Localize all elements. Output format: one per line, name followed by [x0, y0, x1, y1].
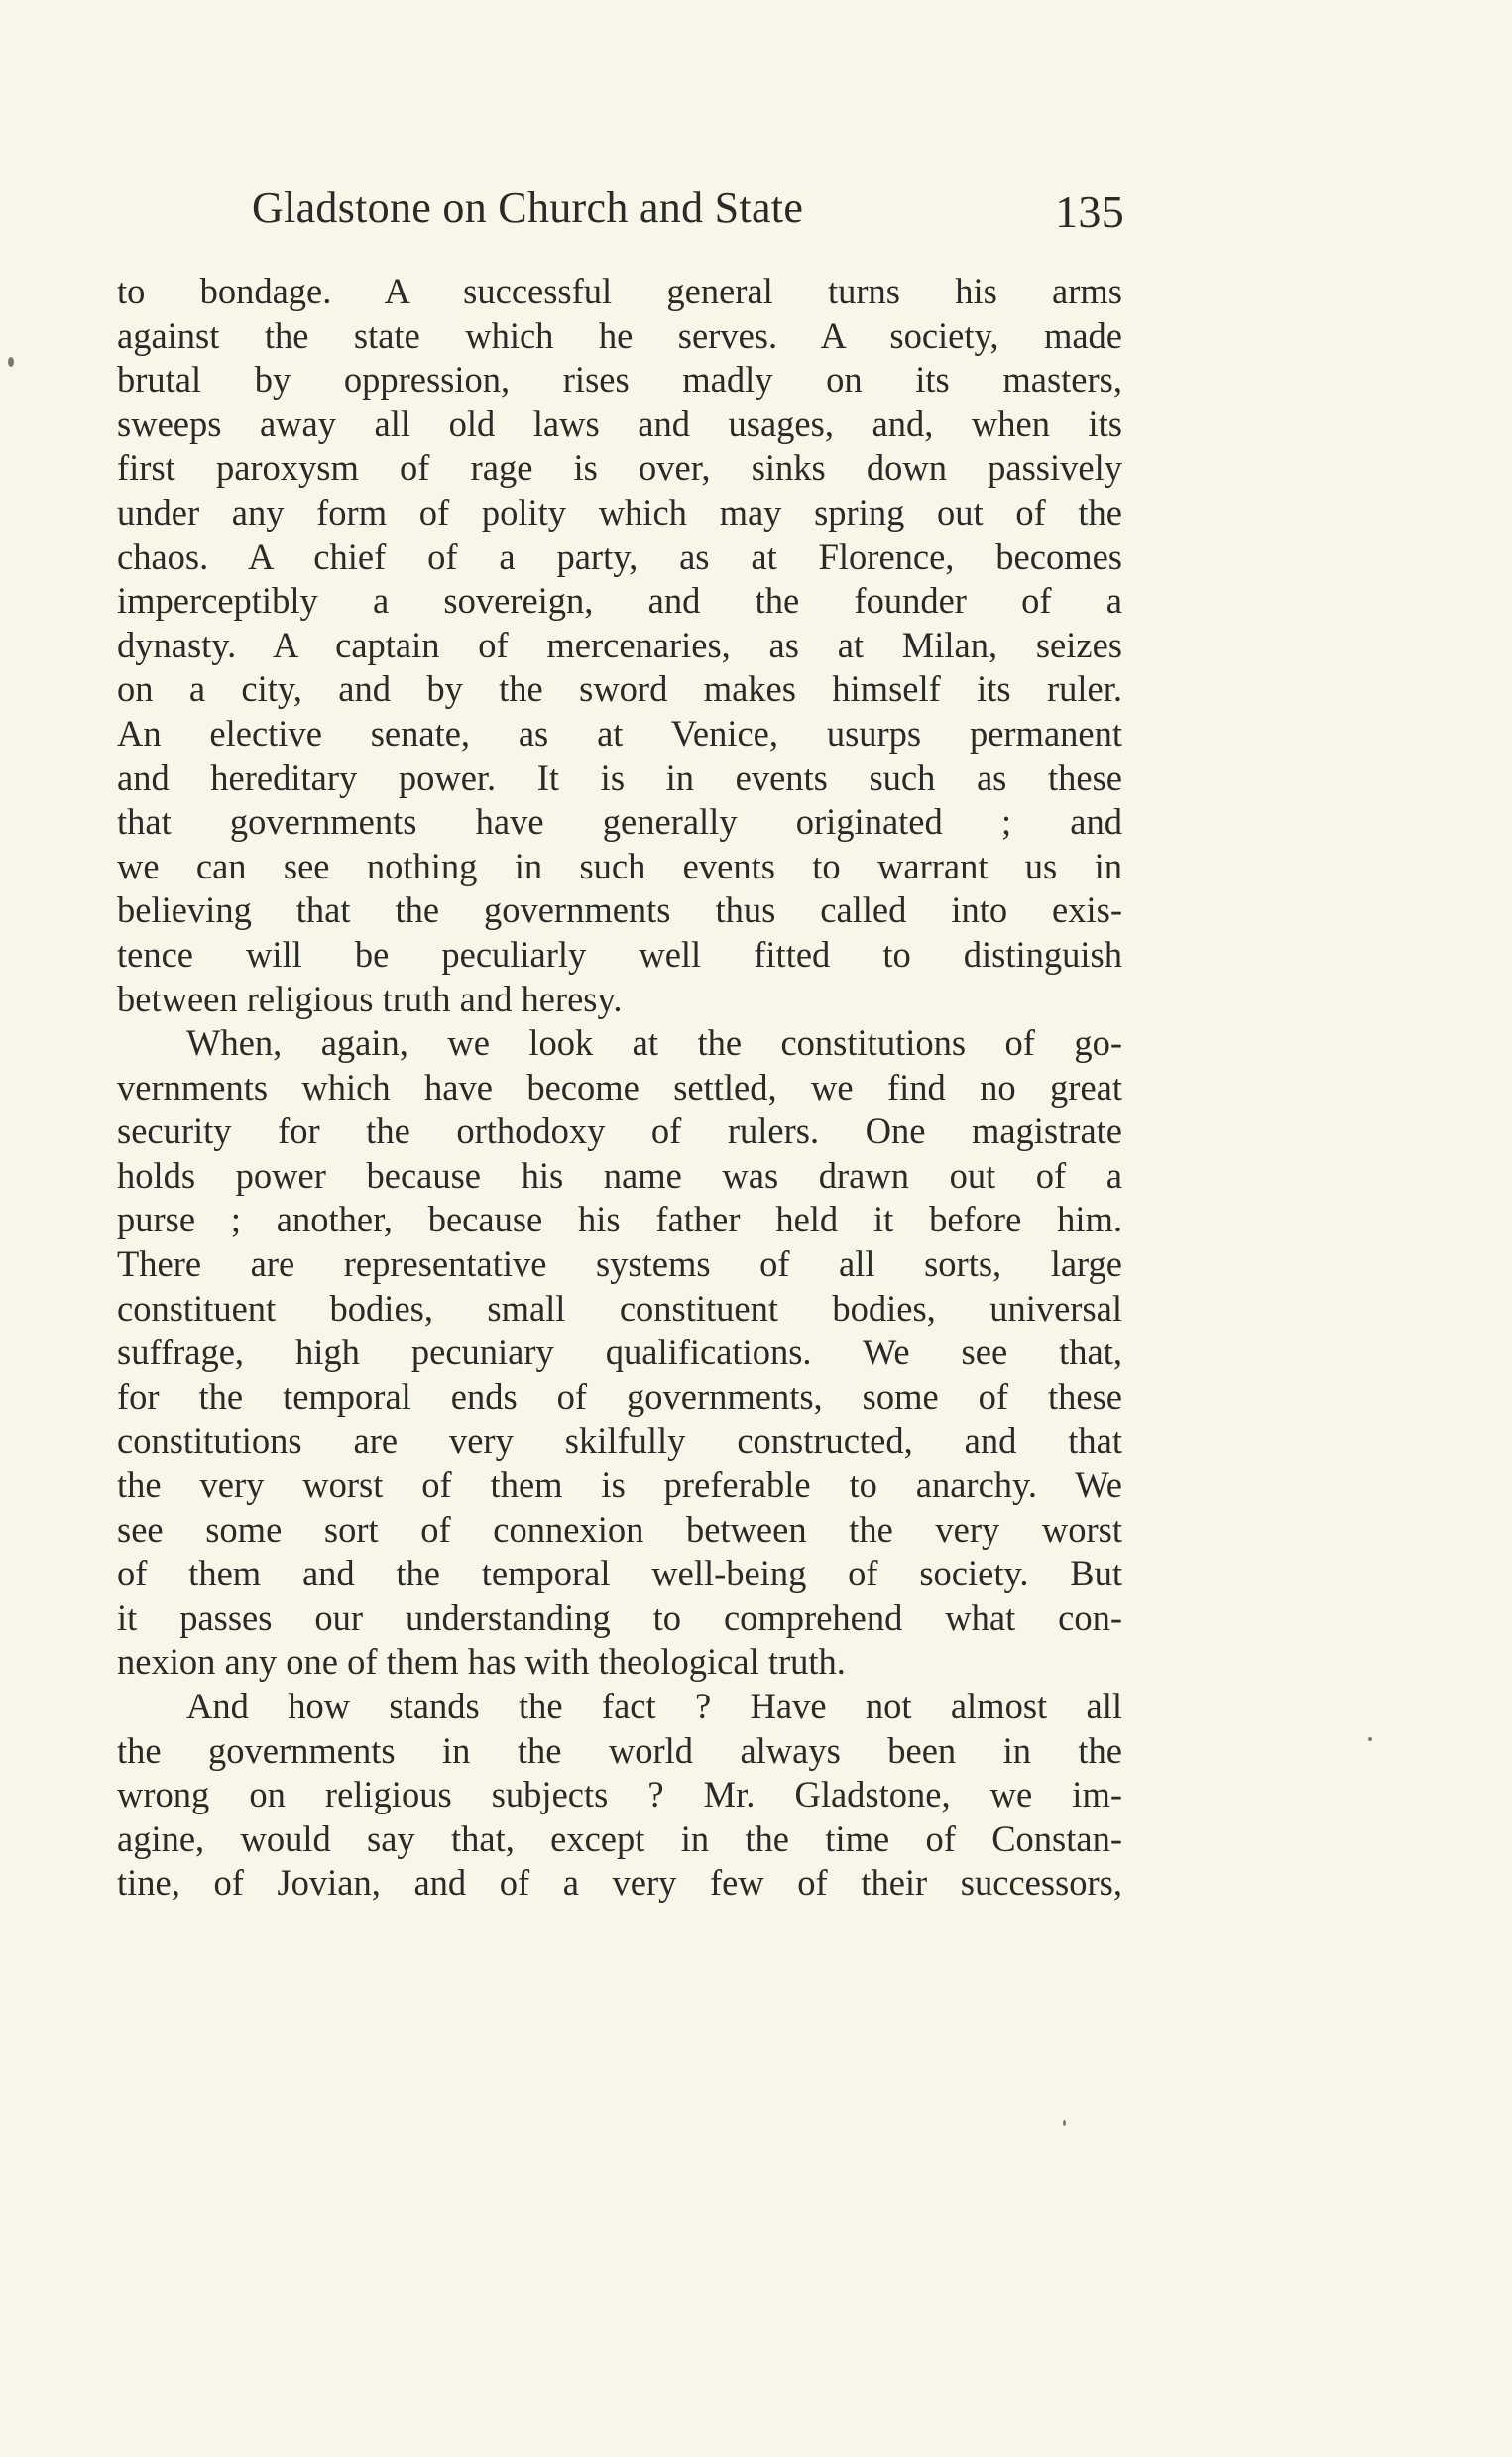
text-line: An elective senate, as at Venice, usurps permanent [117, 712, 1122, 754]
text-line: the governments in the world always been in the [117, 1729, 1122, 1771]
text-line: first paroxysm of rage is over, sinks down passively [117, 447, 1122, 489]
text-line: the very worst of them is preferable to anarchy. We [117, 1464, 1122, 1506]
text-line: security for the orthodoxy of rulers. One magistrate [117, 1111, 1122, 1152]
paragraph-first-line: And how stands the fact ? Have not almost all [186, 1686, 1122, 1726]
text-line: constitutions are very skilfully constructed, and that [117, 1420, 1122, 1462]
paragraph-end-line: nexion any one of them has with theological truth. [117, 1641, 846, 1683]
text-line: for the temporal ends of governments, some of these [117, 1375, 1122, 1417]
text-line: on a city, and by the sword makes himself its ruler. [117, 668, 1122, 710]
text-line: see some sort of connexion between the very worst [117, 1508, 1122, 1550]
text-line: sweeps away all old laws and usages, and, when its [117, 403, 1122, 444]
text-line: tence will be peculiarly well fitted to distinguish [117, 933, 1122, 975]
running-title: Gladstone on Church and State [252, 183, 804, 232]
text-line: vernments which have become settled, we find no great [117, 1066, 1122, 1108]
paragraph-end-line: between religious truth and heresy. [117, 978, 623, 1019]
text-line: purse ; another, because his father held it before him. [117, 1199, 1122, 1240]
text-line: against the state which he serves. A society, made [117, 314, 1122, 356]
paper-speck [1368, 1737, 1372, 1741]
text-line: tine, of Jovian, and of a very few of their successors, [117, 1862, 1122, 1904]
paper-speck [1063, 2120, 1066, 2126]
text-line: holds power because his name was drawn out of a [117, 1154, 1122, 1196]
text-line: dynasty. A captain of mercenaries, as at Milan, seizes [117, 624, 1122, 665]
running-head [252, 178, 1124, 238]
text-line: wrong on religious subjects ? Mr. Gladstone, we im- [117, 1774, 1122, 1815]
text-line: we can see nothing in such events to warrant us in [117, 845, 1122, 886]
text-line: of them and the temporal well-being of society. But [117, 1553, 1122, 1594]
body-text [117, 270, 1122, 1906]
text-line: that governments have generally originated ; and [117, 801, 1122, 843]
paper-speck [8, 357, 14, 367]
text-line: chaos. A chief of a party, as at Florence, becomes [117, 535, 1122, 577]
text-line: it passes our understanding to comprehend what con- [117, 1596, 1122, 1638]
paragraph-first-line: When, again, we look at the constitutions of go- [186, 1022, 1122, 1064]
text-line: under any form of polity which may spring out of the [117, 491, 1122, 532]
text-line: imperceptibly a sovereign, and the founder of a [117, 580, 1122, 622]
text-line: agine, would say that, except in the time of Constan- [117, 1817, 1122, 1859]
page-number: 135 [1055, 186, 1124, 237]
text-line: and hereditary power. It is in events such as these [117, 757, 1122, 798]
text-line: suffrage, high pecuniary qualifications. We see that, [117, 1332, 1122, 1373]
text-line: constituent bodies, small constituent bodies, universal [117, 1287, 1122, 1329]
text-line: to bondage. A successful general turns his arms [117, 271, 1122, 311]
text-line: believing that the governments thus called into exis- [117, 889, 1122, 931]
text-line: brutal by oppression, rises madly on its masters, [117, 359, 1122, 401]
text-line: There are representative systems of all sorts, large [117, 1243, 1122, 1285]
